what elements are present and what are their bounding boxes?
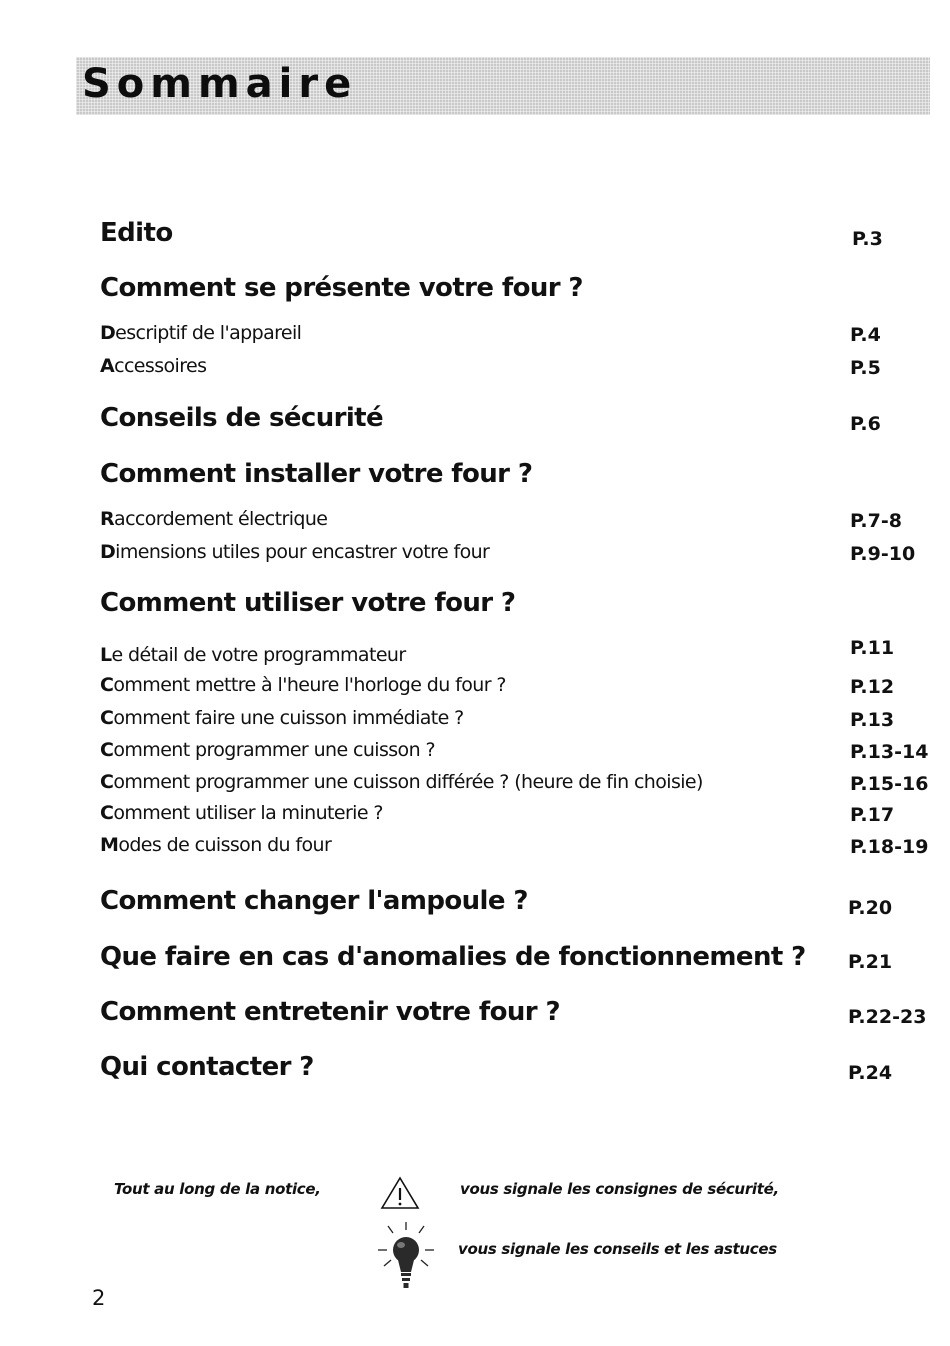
toc-page: P.5 (850, 357, 881, 379)
toc-item: Comment mettre à l'heure l'horloge du four ? (100, 674, 506, 696)
toc-item: Le détail de votre programmateur (100, 644, 406, 666)
toc-page-securite: P.6 (850, 413, 881, 435)
toc-heading-installer: Comment installer votre four ? (100, 459, 533, 489)
toc-page: P.4 (850, 324, 881, 346)
title-banner (76, 57, 930, 115)
toc-page: P.12 (850, 676, 895, 698)
lightbulb-icon (366, 1218, 446, 1298)
toc-heading-entretenir: Comment entretenir votre four ? (100, 997, 560, 1027)
toc-page: P.15-16 (850, 773, 929, 795)
toc-item: Modes de cuisson du four (100, 834, 332, 856)
page-number: 2 (92, 1286, 106, 1310)
toc-item: Comment programmer une cuisson différée ? (heure de fin choisie) (100, 771, 703, 793)
toc-heading-presente: Comment se présente votre four ? (100, 273, 583, 303)
legend-intro: Tout au long de la notice, (114, 1180, 321, 1198)
toc-item: Accessoires (100, 355, 207, 377)
toc-page-anomalies: P.21 (848, 951, 893, 973)
toc-page: P.11 (850, 637, 895, 659)
toc-page-ampoule: P.20 (848, 897, 893, 919)
legend-warning-text: vous signale les consignes de sécurité, (460, 1180, 779, 1198)
toc-item: Comment faire une cuisson immédiate ? (100, 707, 464, 729)
toc-heading-edito: Edito (100, 218, 173, 248)
toc-heading-contacter: Qui contacter ? (100, 1052, 314, 1082)
toc-item: Descriptif de l'appareil (100, 322, 302, 344)
toc-heading-utiliser: Comment utiliser votre four ? (100, 588, 516, 618)
toc-page: P.17 (850, 804, 895, 826)
toc-page-edito: P.3 (852, 228, 883, 250)
toc-heading-securite: Conseils de sécurité (100, 403, 384, 433)
toc-page-contacter: P.24 (848, 1062, 893, 1084)
toc-page: P.18-19 (850, 836, 929, 858)
toc-page: P.7-8 (850, 510, 902, 532)
toc-page: P.13 (850, 709, 895, 731)
toc-page: P.9-10 (850, 543, 916, 565)
toc-item: Comment utiliser la minuterie ? (100, 802, 383, 824)
legend-tip-text: vous signale les conseils et les astuces (458, 1240, 777, 1258)
toc-page-entretenir: P.22-23 (848, 1006, 927, 1028)
warning-triangle-icon (380, 1176, 420, 1210)
toc-item: Dimensions utiles pour encastrer votre four (100, 541, 490, 563)
toc-item: Raccordement électrique (100, 508, 328, 530)
toc-heading-ampoule: Comment changer l'ampoule ? (100, 886, 528, 916)
toc-item: Comment programmer une cuisson ? (100, 739, 435, 761)
page-title: Sommaire (82, 61, 358, 107)
toc-heading-anomalies: Que faire en cas d'anomalies de fonctionnement ? (100, 942, 806, 972)
toc-page: P.13-14 (850, 741, 929, 763)
